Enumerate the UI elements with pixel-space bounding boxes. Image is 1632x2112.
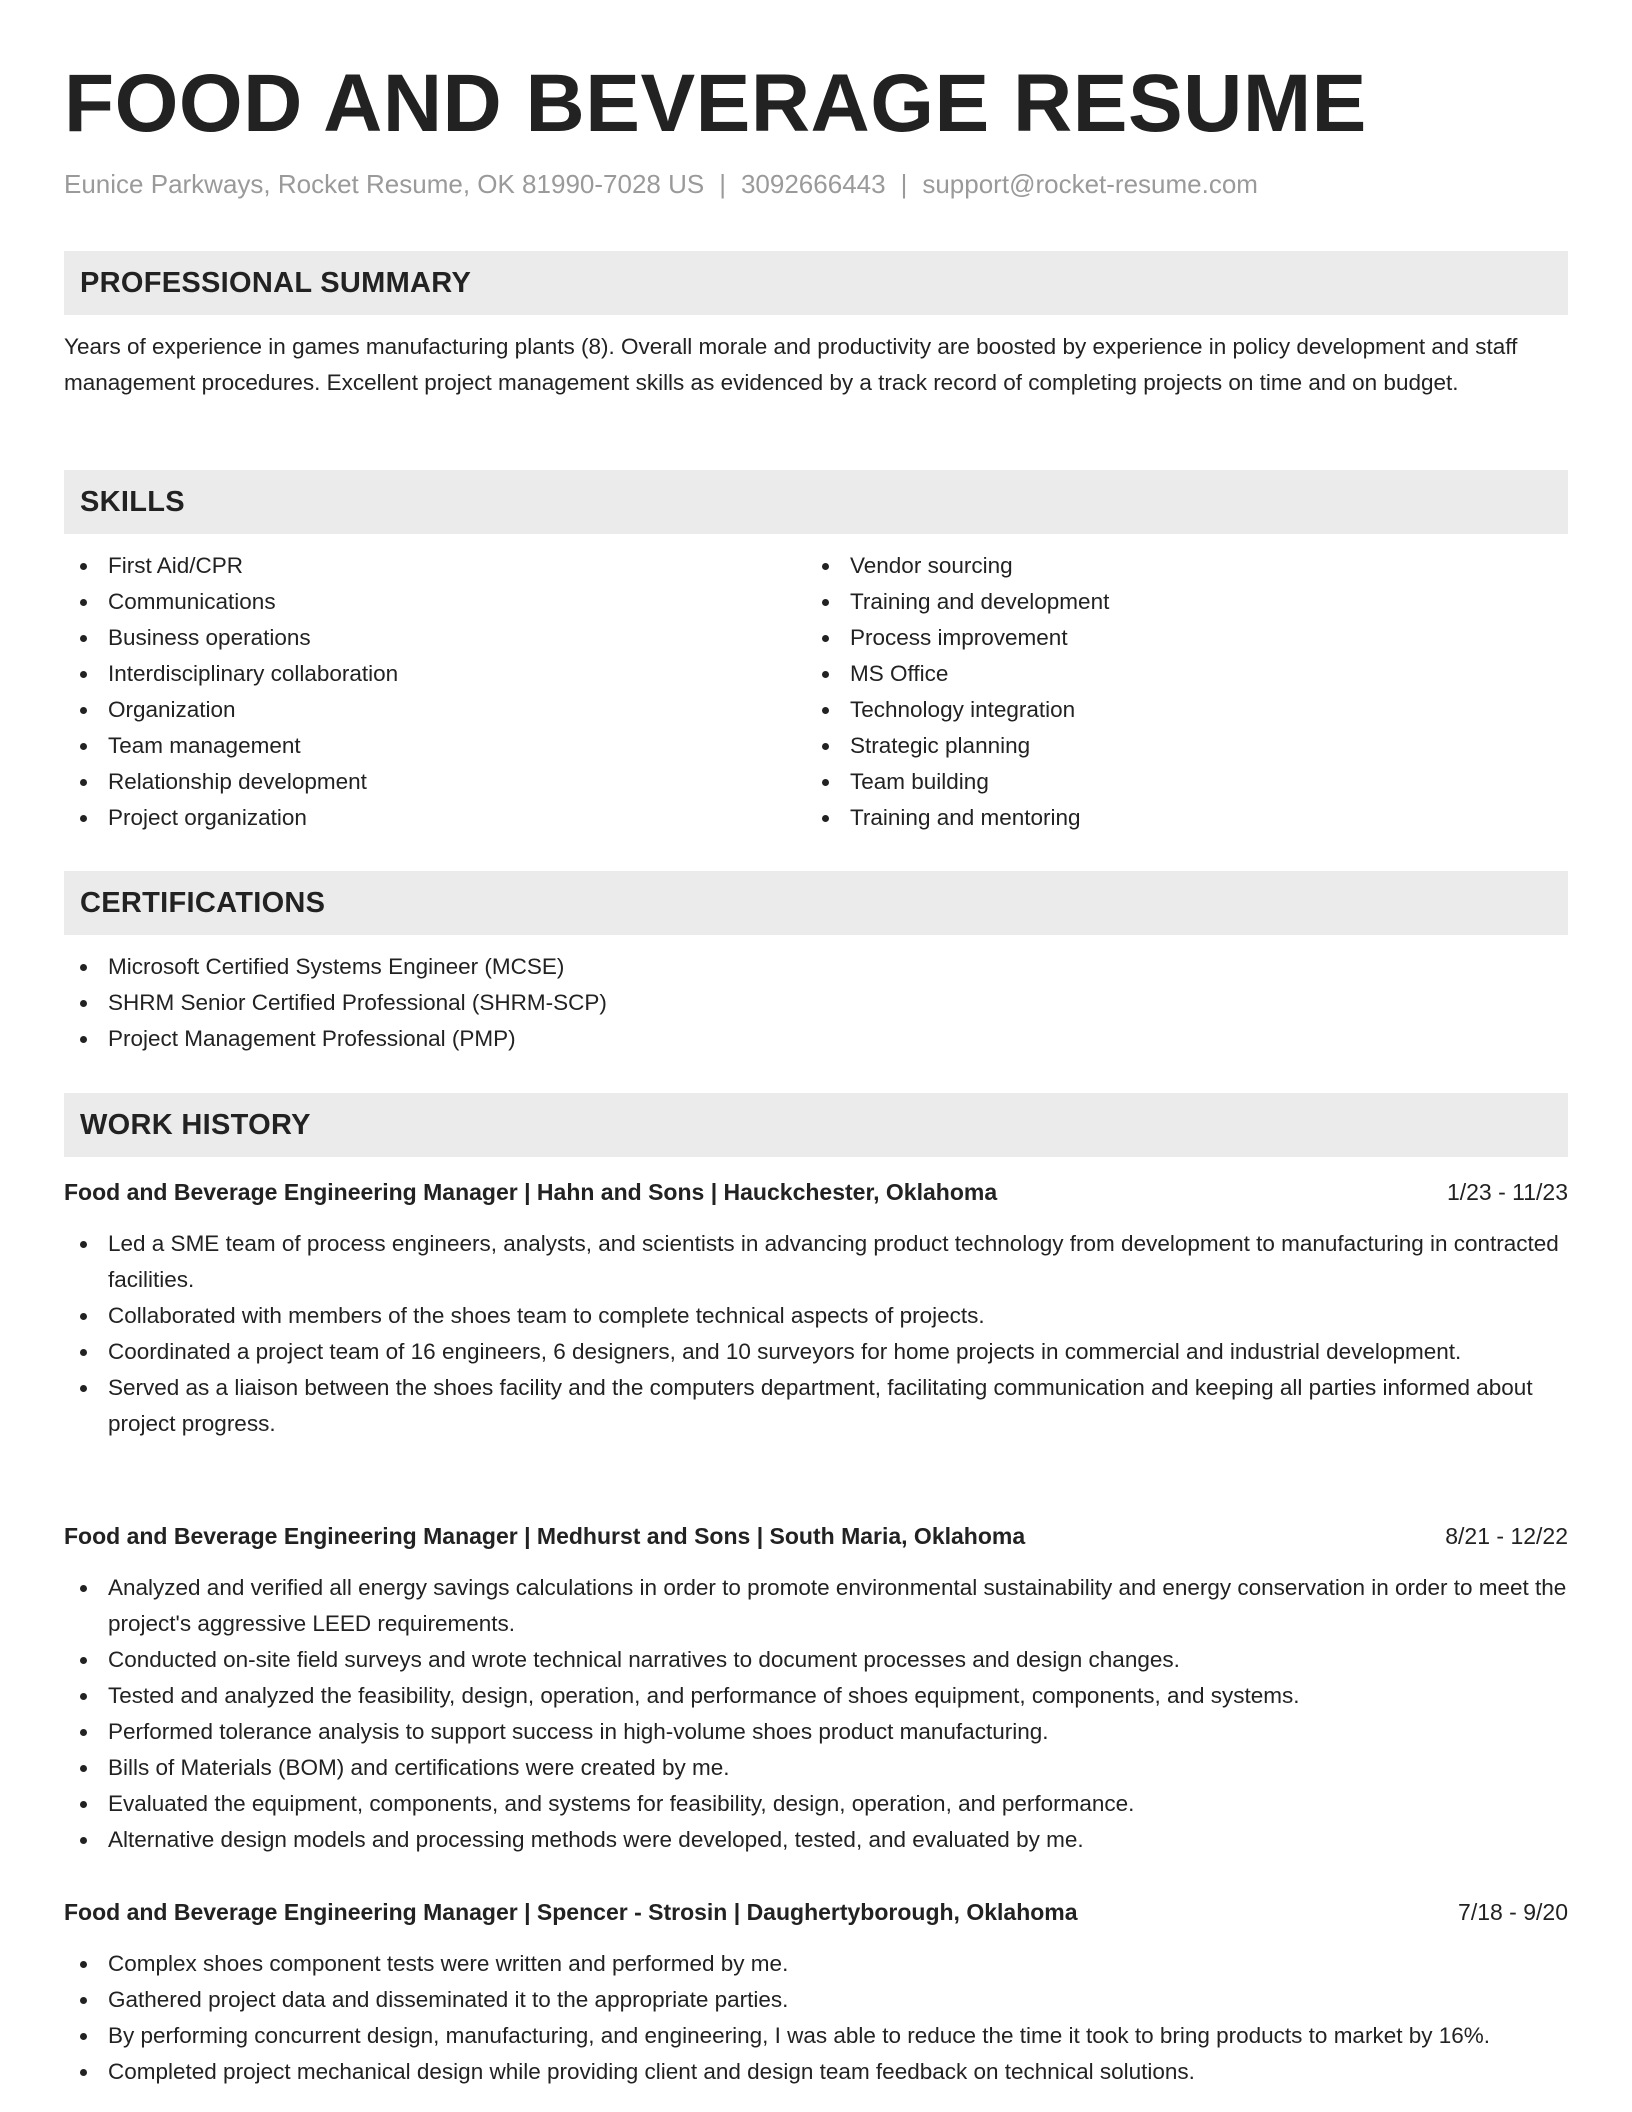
contact-email: support@rocket-resume.com	[922, 169, 1258, 199]
contact-separator: |	[719, 169, 726, 199]
contact-address: Eunice Parkways, Rocket Resume, OK 81990-7028 US	[64, 169, 705, 199]
resume-title: FOOD AND BEVERAGE RESUME	[64, 58, 1367, 149]
summary-header	[64, 251, 1568, 315]
job-header	[64, 1174, 1568, 1210]
job-title: Food and Beverage Engineering Manager | Hahn and Sons | Hauckchester, Oklahoma	[64, 1179, 998, 1205]
job-header	[64, 1894, 1568, 1930]
skill-item: Training and development	[806, 584, 1548, 620]
job-dates: 7/18 - 9/20	[1458, 1899, 1568, 1925]
skills-list-right	[806, 548, 1548, 836]
job-entry	[64, 1894, 1568, 2090]
job-bullet: Alternative design models and processing methods were developed, tested, and evaluated by me.	[64, 1822, 1568, 1858]
skill-item: Business operations	[64, 620, 806, 656]
job-entry	[64, 1174, 1568, 1442]
summary-heading: PROFESSIONAL SUMMARY	[80, 266, 472, 299]
skill-item: Vendor sourcing	[806, 548, 1548, 584]
job-header	[64, 1518, 1568, 1554]
skills-list-left	[64, 548, 806, 836]
skills-section	[64, 470, 1568, 836]
skill-item: Team management	[64, 728, 806, 764]
work-heading: WORK HISTORY	[80, 1108, 311, 1141]
job-bullet: Gathered project data and disseminated it to the appropriate parties.	[64, 1982, 1568, 2018]
skill-item: Communications	[64, 584, 806, 620]
job-bullet: Coordinated a project team of 16 engineers, 6 designers, and 10 surveyors for home projects in commercial and industrial development.	[64, 1334, 1568, 1370]
summary-text: Years of experience in games manufacturing plants (8). Overall morale and productivity are boosted by experience in policy development and staff management procedures. Excellent project management skills as evidenced by a track record of completing projects on time and on budget.	[64, 334, 1518, 395]
skill-item: First Aid/CPR	[64, 548, 806, 584]
work-header	[64, 1093, 1568, 1157]
skill-item: Relationship development	[64, 764, 806, 800]
certifications-header	[64, 871, 1568, 935]
job-bullet: Collaborated with members of the shoes team to complete technical aspects of projects.	[64, 1298, 1568, 1334]
skill-item: Project organization	[64, 800, 806, 836]
skill-item: Technology integration	[806, 692, 1548, 728]
job-bullet: Served as a liaison between the shoes facility and the computers department, facilitating communication and keeping all parties informed about project progress.	[64, 1370, 1568, 1442]
certifications-section	[64, 871, 1568, 1057]
skill-item: Team building	[806, 764, 1548, 800]
job-bullet: Bills of Materials (BOM) and certifications were created by me.	[64, 1750, 1568, 1786]
job-dates: 8/21 - 12/22	[1445, 1523, 1568, 1549]
skill-item: MS Office	[806, 656, 1548, 692]
skills-columns	[64, 548, 1568, 836]
contact-separator: |	[900, 169, 908, 199]
skills-heading: SKILLS	[80, 485, 185, 518]
contact-phone: 3092666443	[740, 169, 886, 199]
job-bullet: Evaluated the equipment, components, and systems for feasibility, design, operation, and performance.	[64, 1786, 1568, 1822]
job-bullet: Analyzed and verified all energy savings calculations in order to promote environmental sustainability and energy conservation in order to meet the project's aggressive LEED requirements.	[64, 1570, 1568, 1642]
skill-item: Process improvement	[806, 620, 1548, 656]
skills-header	[64, 470, 1568, 534]
skill-item: Strategic planning	[806, 728, 1548, 764]
job-bullet: Completed project mechanical design while providing client and design team feedback on technical solutions.	[64, 2054, 1568, 2090]
job-bullets	[64, 1226, 1568, 1442]
work-section	[64, 1093, 1568, 1157]
job-bullet: By performing concurrent design, manufacturing, and engineering, I was able to reduce the time it took to bring products to market by 16%.	[64, 2018, 1568, 2054]
contact-line	[64, 166, 1258, 202]
skill-item: Organization	[64, 692, 806, 728]
job-bullet: Led a SME team of process engineers, analysts, and scientists in advancing product technology from development to manufacturing in contracted facilities.	[64, 1226, 1568, 1298]
certifications-list	[64, 949, 1568, 1057]
job-bullets	[64, 1570, 1568, 1858]
certification-item: SHRM Senior Certified Professional (SHRM-SCP)	[64, 985, 1568, 1021]
job-bullet: Performed tolerance analysis to support success in high-volume shoes product manufacturing.	[64, 1714, 1568, 1750]
job-title: Food and Beverage Engineering Manager | Spencer - Strosin | Daughertyborough, Oklahoma	[64, 1899, 1078, 1925]
job-entry	[64, 1518, 1568, 1858]
job-bullets	[64, 1946, 1568, 2090]
certification-item: Microsoft Certified Systems Engineer (MCSE)	[64, 949, 1568, 985]
certification-item: Project Management Professional (PMP)	[64, 1021, 1568, 1057]
job-title: Food and Beverage Engineering Manager | Medhurst and Sons | South Maria, Oklahoma	[64, 1523, 1026, 1549]
certifications-heading: CERTIFICATIONS	[80, 886, 326, 919]
job-bullet: Tested and analyzed the feasibility, design, operation, and performance of shoes equipment, components, and systems.	[64, 1678, 1568, 1714]
job-dates: 1/23 - 11/23	[1446, 1179, 1568, 1205]
job-bullet: Complex shoes component tests were written and performed by me.	[64, 1946, 1568, 1982]
skill-item: Training and mentoring	[806, 800, 1548, 836]
skill-item: Interdisciplinary collaboration	[64, 656, 806, 692]
summary-section	[64, 251, 1568, 401]
job-bullet: Conducted on-site field surveys and wrote technical narratives to document processes and design changes.	[64, 1642, 1568, 1678]
